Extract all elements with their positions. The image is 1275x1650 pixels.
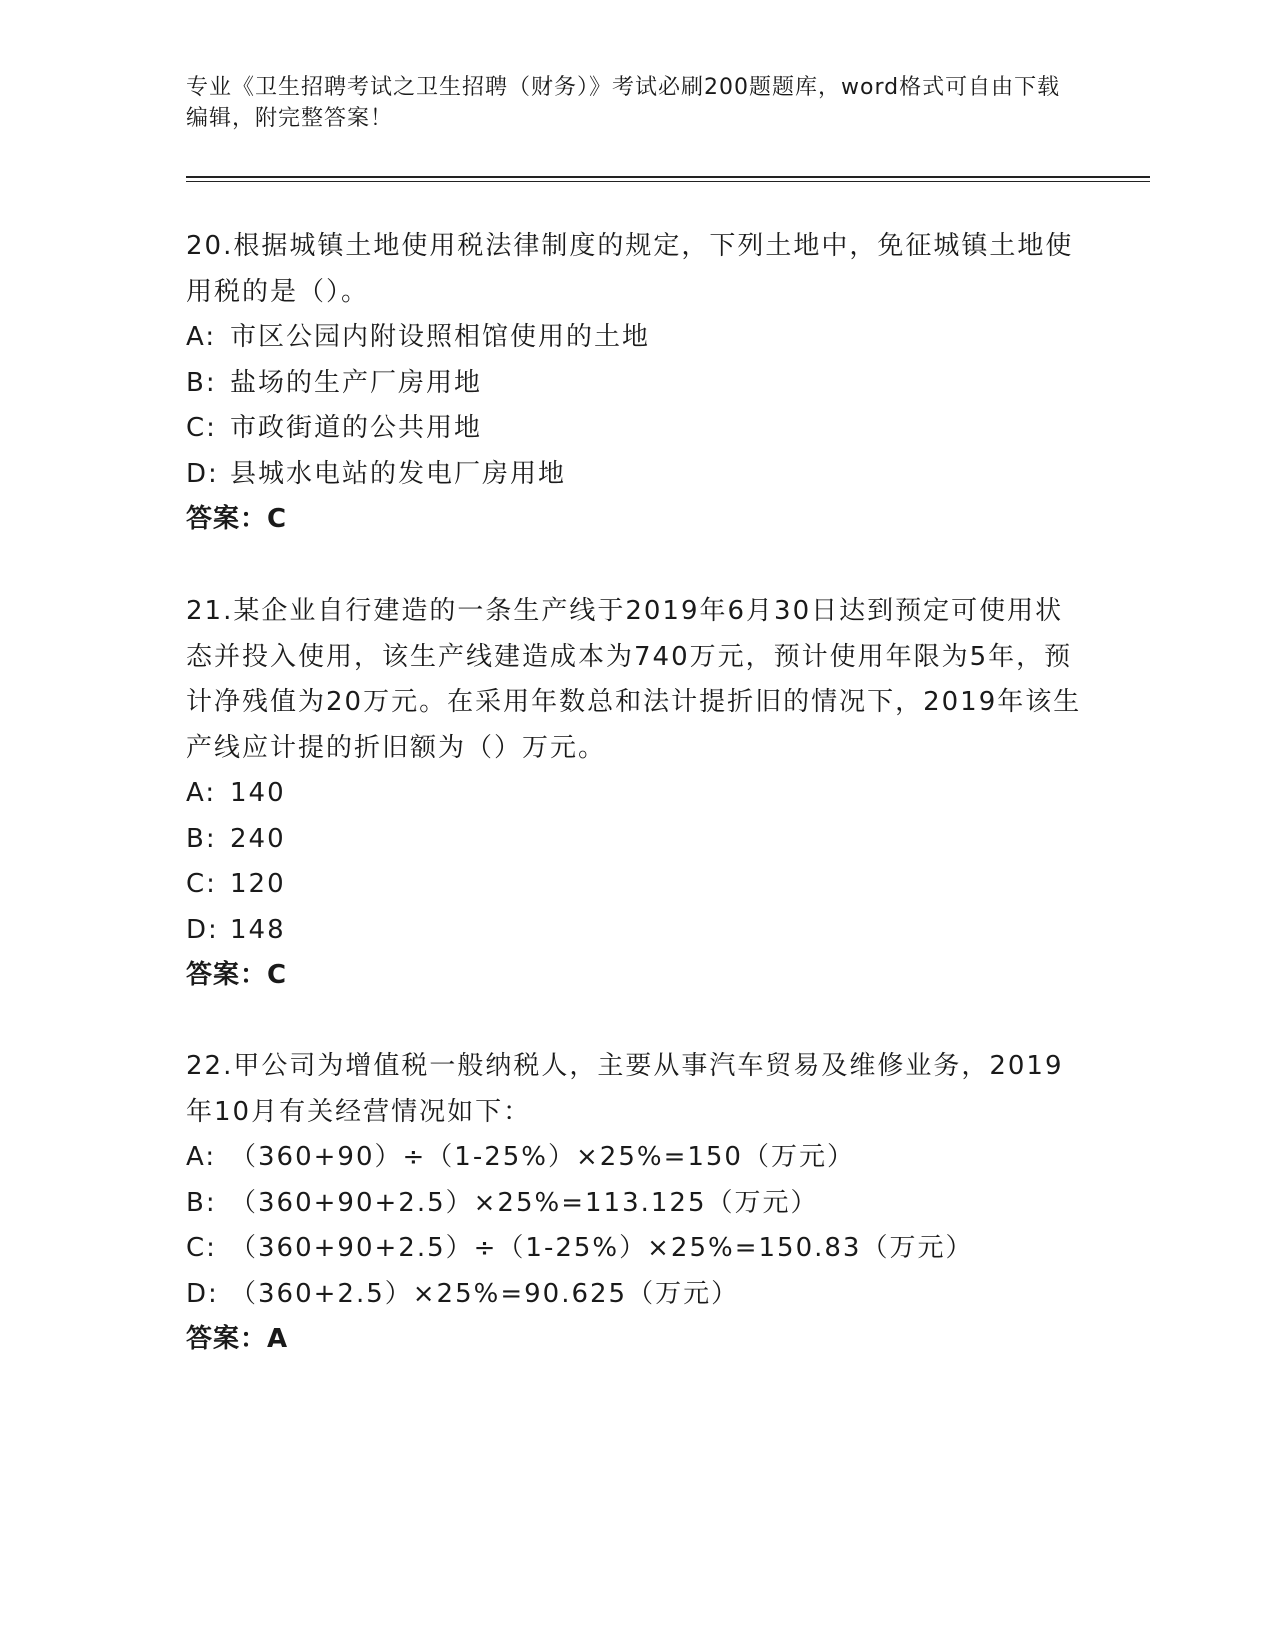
header-divider-thick: [186, 176, 1150, 178]
option-a: [186, 1135, 1086, 1181]
option-letter: A:: [186, 778, 217, 808]
question-stem: 21.某企业自行建造的一条生产线于2019年6月30日达到预定可使用状态并投入使用，该生产线建造成本为740万元，预计使用年限为5年，预计净残值为20万元。在采用年数总和法计提折旧的情况下，2019年该生产线应计提的折旧额为（）万元。: [186, 596, 1082, 763]
question-stem: 20.根据城镇土地使用税法律制度的规定，下列土地中，免征城镇土地使用税的是（）。: [186, 231, 1074, 307]
option-text: 240: [230, 823, 286, 854]
option-letter: A:: [186, 322, 217, 352]
option-letter: B:: [186, 1187, 217, 1218]
option-c: [186, 862, 1086, 908]
option-text: 140: [230, 778, 286, 808]
option-letter: C:: [186, 413, 217, 443]
option-text: （360+90+2.5）÷（1-25%）×25%=150.83（万元）: [230, 1233, 974, 1263]
option-d: [186, 908, 1086, 954]
option-a: [186, 315, 1086, 361]
question-stem: 22.甲公司为增值税一般纳税人，主要从事汽车贸易及维修业务，2019年10月有关经营情况如下：: [186, 1051, 1064, 1127]
document-header: 专业《卫生招聘考试之卫生招聘（财务）》考试必刷200题题库，word格式可自由下载编辑，附完整答案！: [186, 75, 1061, 131]
option-text: 148: [230, 914, 286, 945]
option-letter: C:: [186, 869, 217, 899]
option-c: [186, 1226, 1086, 1272]
header-divider-thin: [186, 181, 1150, 182]
option-text: 盐场的生产厂房用地: [230, 367, 483, 398]
option-text: （360+90+2.5）×25%=113.125（万元）: [230, 1187, 819, 1218]
option-letter: D:: [186, 914, 219, 945]
option-letter: A:: [186, 1142, 217, 1172]
option-letter: C:: [186, 1233, 217, 1263]
option-b: [186, 361, 1086, 407]
option-text: 县城水电站的发电厂房用地: [230, 458, 567, 489]
option-d: [186, 1272, 1086, 1318]
option-b: [186, 1181, 1086, 1227]
answer-line: 答案：C: [186, 960, 288, 990]
option-letter: B:: [186, 823, 217, 854]
question-20: [186, 224, 1086, 543]
option-text: 120: [230, 869, 286, 899]
option-c: [186, 406, 1086, 452]
option-a: [186, 771, 1086, 817]
answer-line: 答案：C: [186, 504, 288, 534]
option-text: 市政街道的公共用地: [230, 413, 483, 443]
option-d: [186, 452, 1086, 498]
option-letter: D:: [186, 1278, 219, 1309]
question-22: [186, 1044, 1086, 1363]
option-text: （360+90）÷（1-25%）×25%=150（万元）: [230, 1142, 855, 1172]
option-text: （360+2.5）×25%=90.625（万元）: [230, 1278, 740, 1309]
option-b: [186, 817, 1086, 863]
option-text: 市区公园内附设照相馆使用的土地: [230, 322, 651, 352]
answer-line: 答案：A: [186, 1324, 289, 1354]
question-21: [186, 589, 1086, 999]
option-letter: D:: [186, 458, 219, 489]
option-letter: B:: [186, 367, 217, 398]
